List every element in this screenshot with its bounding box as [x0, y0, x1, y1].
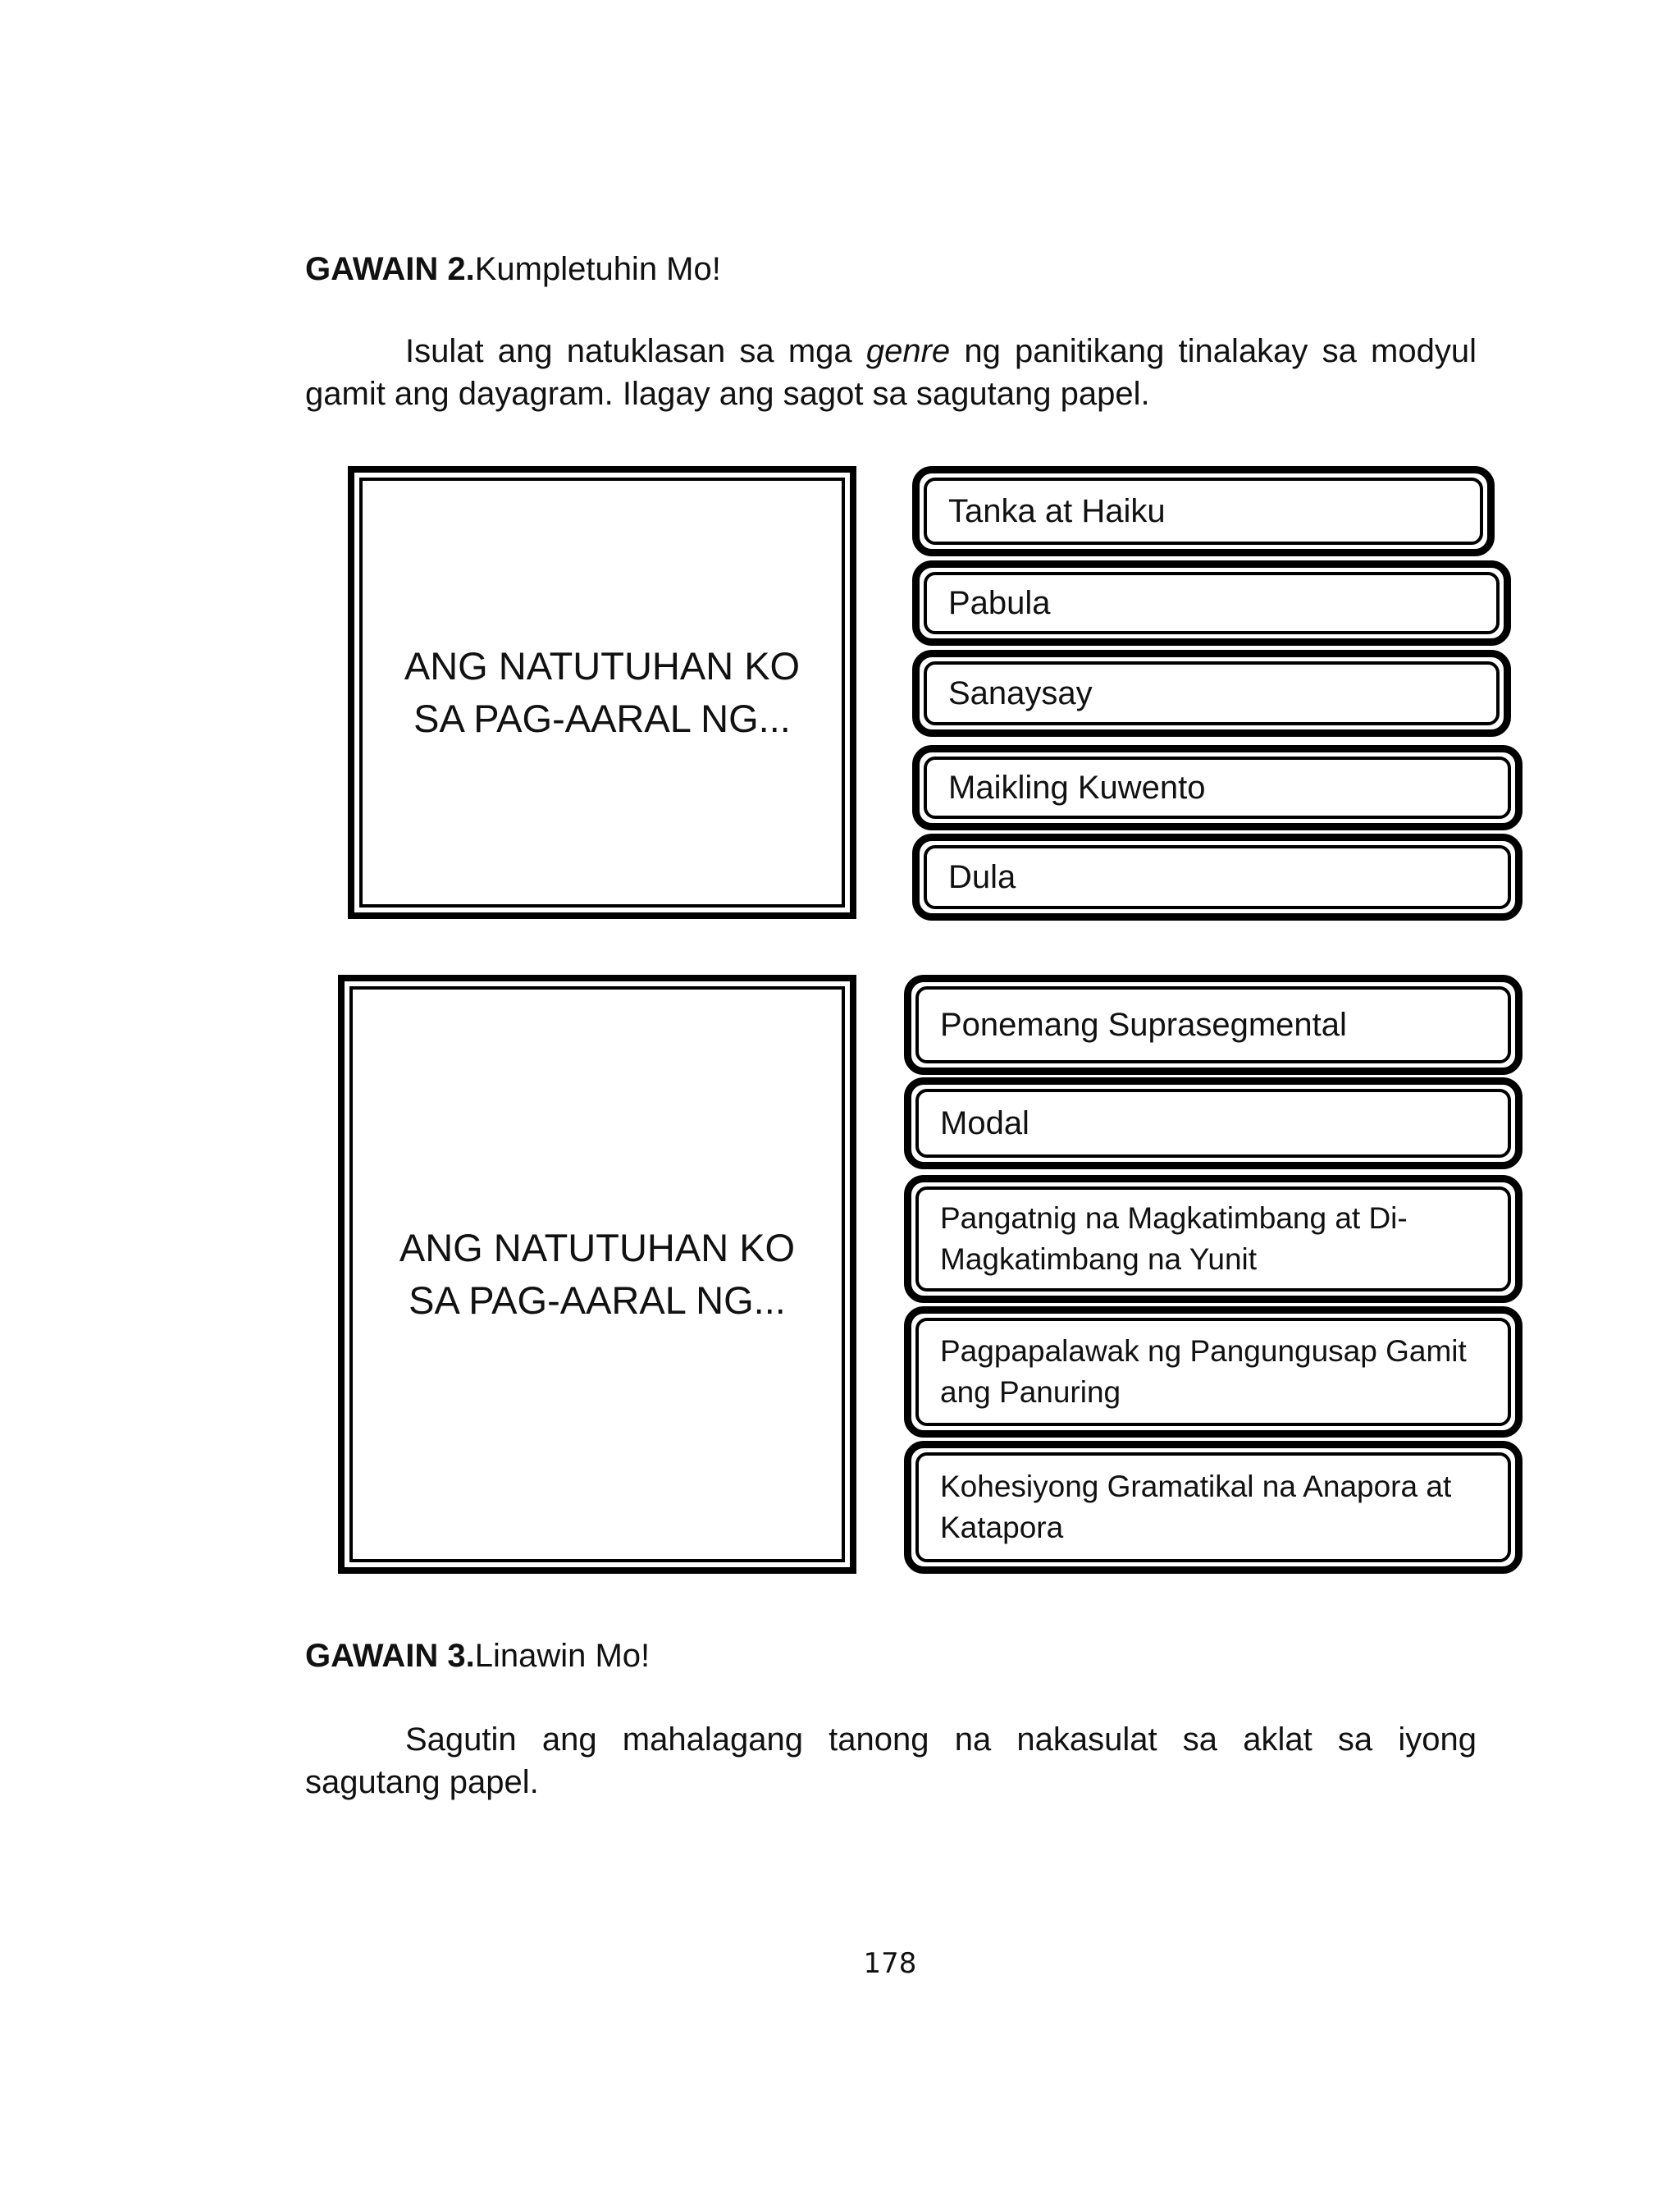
- gawain-2-title: Kumpletuhin Mo!: [474, 251, 721, 287]
- diagram-1-item-label: Maikling Kuwento: [948, 770, 1206, 806]
- diagram-2-item: [904, 975, 1522, 1075]
- page-number: 178: [863, 1947, 917, 1980]
- gawain-3-instruction-line-1: Sagutin ang mahalagang tanong na nakasulat sa aklat sa iyong: [405, 1721, 1477, 1758]
- diagram-1-item: [912, 834, 1522, 921]
- diagram-2-item: [904, 1441, 1522, 1574]
- diagram-1-item-label: Tanka at Haiku: [948, 493, 1166, 529]
- diagram-1-item: [912, 466, 1495, 556]
- gawain-2-label: GAWAIN 2.: [305, 251, 475, 287]
- diagram-2-item: [904, 1175, 1522, 1303]
- gawain-3-label: GAWAIN 3.: [305, 1638, 475, 1674]
- diagram-2-item-label: Kohesiyong Gramatikal na Anapora at Katapora: [940, 1470, 1452, 1544]
- diagram-2-item-label: Pangatnig na Magkatimbang at Di-Magkatimbang na Yunit: [940, 1201, 1408, 1276]
- diagram-1-center-box: [348, 466, 856, 919]
- diagram-2-item-label: Modal: [940, 1105, 1029, 1141]
- diagram-2-center-label: ANG NATUTUHAN KO SA PAG-AARAL NG...: [399, 1226, 796, 1322]
- gawain-2-instruction: Isulat ang natuklasan sa mga genre ng panitikang tinalakay sa modyul gamit ang dayagram. Ilagay ang sagot sa sagutang papel.: [305, 333, 1477, 412]
- diagram-2-center-box: [338, 975, 856, 1574]
- gawain-3-heading: [305, 1636, 650, 1676]
- gawain-3-instruction: [305, 1718, 1477, 1804]
- diagram-1-item: [912, 745, 1522, 830]
- diagram-2-item: [904, 1306, 1522, 1438]
- diagram-1-item-label: Sanaysay: [948, 675, 1093, 711]
- diagram-2-item-label: Pagpapalawak ng Pangungusap Gamit ang Panuring: [940, 1334, 1467, 1409]
- gawain-2-heading: [305, 249, 721, 289]
- diagram-1-item-label: Dula: [948, 859, 1016, 895]
- diagram-1-item: [912, 650, 1511, 737]
- diagram-2-item-label: Ponemang Suprasegmental: [940, 1007, 1347, 1043]
- diagram-1-item: [912, 560, 1511, 646]
- genre-emphasis: genre: [865, 333, 951, 369]
- gawain-3-instruction-line-2: sagutang papel.: [305, 1764, 539, 1800]
- diagram-2-item: [904, 1077, 1522, 1169]
- gawain-3-title: Linawin Mo!: [474, 1638, 651, 1674]
- diagram-1-item-label: Pabula: [948, 585, 1051, 621]
- diagram-1-center-label: ANG NATUTUHAN KO SA PAG-AARAL NG...: [404, 644, 801, 740]
